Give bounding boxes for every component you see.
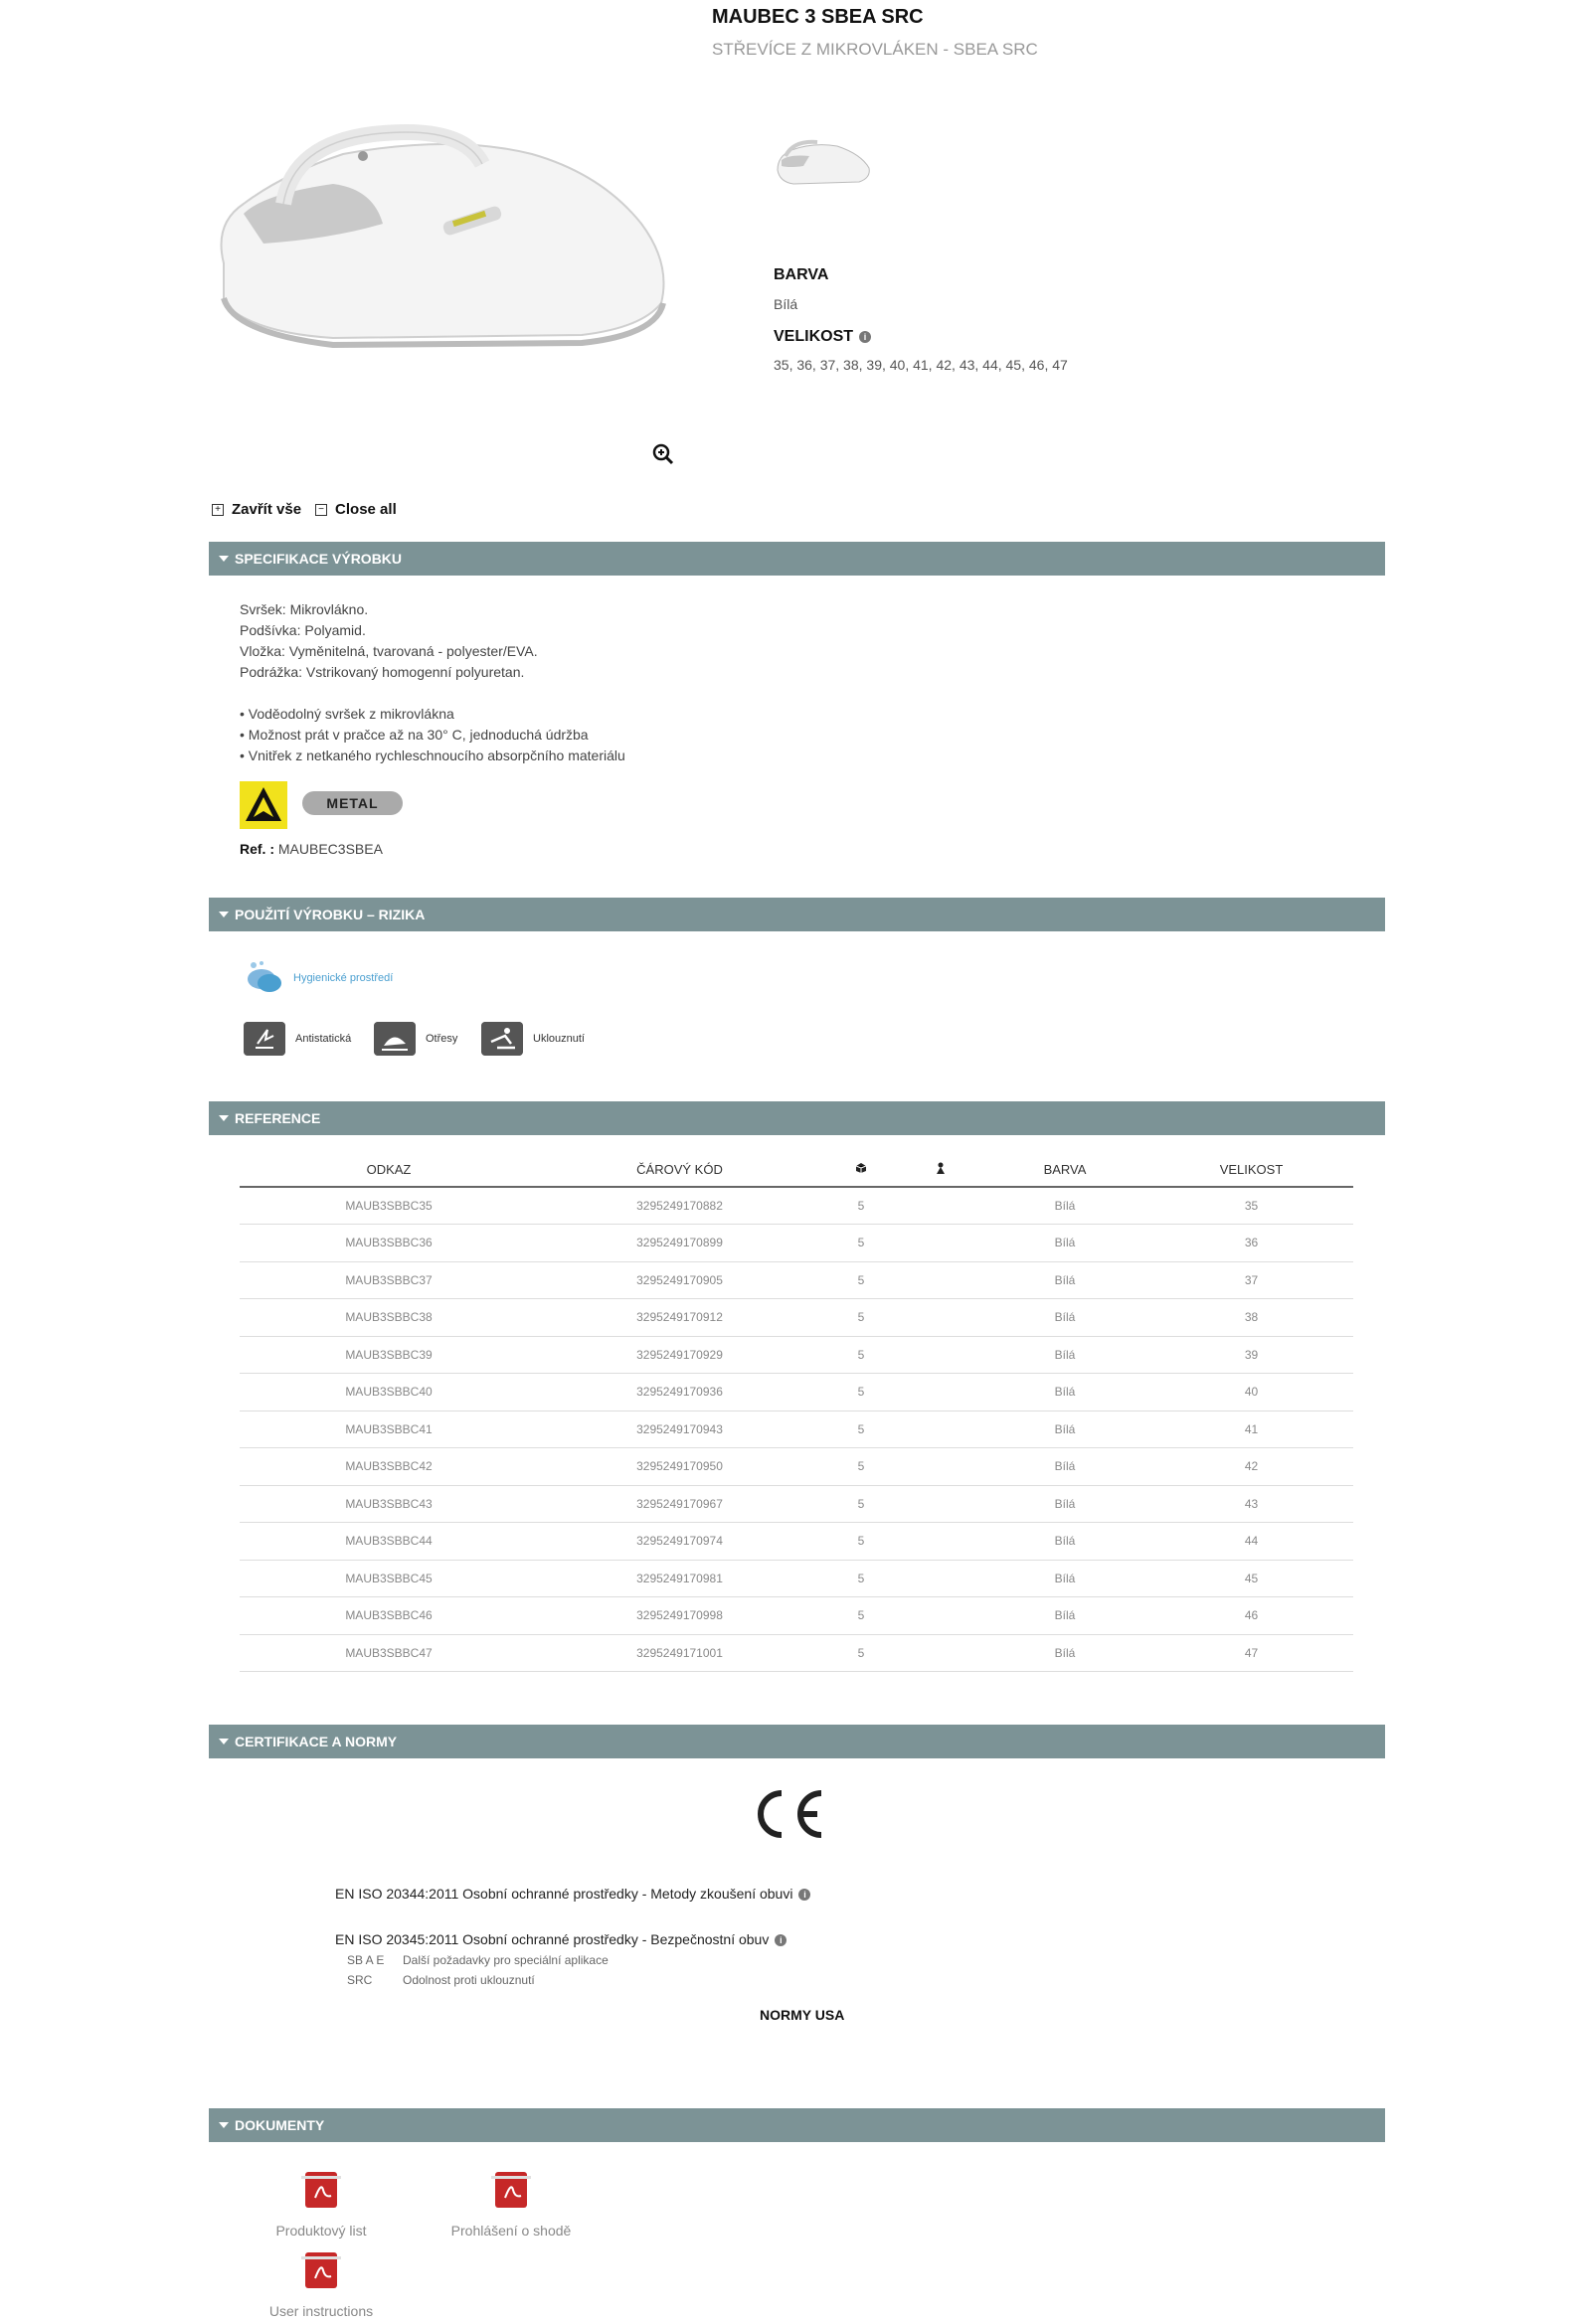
section-header-reference[interactable]	[209, 1101, 1385, 1135]
table-cell: MAUB3SBBC37	[240, 1261, 538, 1299]
spec-bullet: • Vnitřek z netkaného rychleschnoucího absorpčního materiálu	[240, 747, 625, 763]
pdf-icon	[299, 2170, 343, 2212]
table-cell: Bílá	[980, 1187, 1149, 1225]
table-cell: MAUB3SBBC46	[240, 1597, 538, 1635]
table-row	[240, 1448, 1353, 1486]
document-label: User instructions	[268, 2303, 374, 2319]
table-cell: 3295249170967	[538, 1485, 821, 1523]
pdf-icon	[299, 2250, 343, 2292]
section-header-cert[interactable]	[209, 1725, 1385, 1758]
caret-down-icon	[219, 2122, 229, 2128]
product-subtitle: STŘEVÍCE Z MIKROVLÁKEN - SBEA SRC	[712, 40, 1038, 59]
toggle-controls	[212, 501, 397, 518]
table-cell: Bílá	[980, 1261, 1149, 1299]
info-icon[interactable]: i	[798, 1889, 810, 1901]
box-icon	[855, 1162, 867, 1174]
table-row	[240, 1187, 1353, 1225]
table-cell	[901, 1485, 980, 1523]
table-cell: 41	[1149, 1411, 1353, 1448]
spec-line: Vložka: Vyměnitelná, tvarovaná - polyester/EVA.	[240, 643, 538, 659]
table-cell: 5	[821, 1299, 901, 1337]
table-cell: 5	[821, 1597, 901, 1635]
table-cell: 43	[1149, 1485, 1353, 1523]
table-cell: 36	[1149, 1225, 1353, 1262]
risk-item	[244, 1022, 351, 1056]
table-cell: 3295249170998	[538, 1597, 821, 1635]
table-cell: 42	[1149, 1448, 1353, 1486]
table-row	[240, 1374, 1353, 1411]
col-header-box	[821, 1153, 901, 1187]
table-cell: 5	[821, 1187, 901, 1225]
person-icon	[936, 1162, 946, 1174]
table-cell: MAUB3SBBC41	[240, 1411, 538, 1448]
document-link[interactable]	[242, 2250, 401, 2319]
caret-down-icon	[219, 556, 229, 562]
size-label: VELIKOST	[774, 328, 854, 345]
risk-item	[481, 1022, 585, 1056]
table-cell: 38	[1149, 1299, 1353, 1337]
table-row	[240, 1560, 1353, 1597]
size-label-wrap	[774, 328, 871, 346]
table-cell: Bílá	[980, 1225, 1149, 1262]
col-header: ODKAZ	[240, 1153, 538, 1187]
document-label: Produktový list	[275, 2223, 367, 2239]
section-title: POUŽITÍ VÝROBKU – RIZIKA	[235, 907, 426, 922]
spec-text	[240, 599, 625, 766]
table-cell: 46	[1149, 1597, 1353, 1635]
hands-washing-icon	[244, 959, 285, 997]
table-cell: 3295249170912	[538, 1299, 821, 1337]
table-row	[240, 1485, 1353, 1523]
table-cell: 5	[821, 1336, 901, 1374]
table-cell	[901, 1299, 980, 1337]
table-cell: MAUB3SBBC44	[240, 1523, 538, 1561]
color-label: BARVA	[774, 266, 829, 283]
table-row	[240, 1411, 1353, 1448]
table-cell	[901, 1448, 980, 1486]
info-icon[interactable]: i	[775, 1934, 786, 1946]
risk-label: Antistatická	[295, 1033, 352, 1045]
table-cell: 3295249170943	[538, 1411, 821, 1448]
col-header: BARVA	[980, 1153, 1149, 1187]
table-cell: 3295249170882	[538, 1187, 821, 1225]
product-image[interactable]	[204, 114, 691, 373]
table-row	[240, 1225, 1353, 1262]
slip-icon	[481, 1022, 523, 1056]
table-cell	[901, 1560, 980, 1597]
table-cell: 5	[821, 1261, 901, 1299]
close-all-link[interactable]: Close all	[335, 501, 397, 518]
table-cell: 5	[821, 1374, 901, 1411]
table-cell: 5	[821, 1523, 901, 1561]
risk-item	[374, 1022, 457, 1056]
norm-code: SRC	[347, 1973, 373, 1987]
table-cell	[901, 1523, 980, 1561]
caret-down-icon	[219, 1115, 229, 1121]
environment-label: Hygienické prostředí	[293, 972, 394, 984]
caret-down-icon	[219, 912, 229, 917]
section-title: SPECIFIKACE VÝROBKU	[235, 551, 403, 567]
table-cell: 39	[1149, 1336, 1353, 1374]
table-cell: 5	[821, 1448, 901, 1486]
table-cell: MAUB3SBBC39	[240, 1336, 538, 1374]
table-row	[240, 1597, 1353, 1635]
antistatic-icon	[244, 1022, 285, 1056]
table-cell: 3295249170950	[538, 1448, 821, 1486]
spec-bullet: • Voděodolný svršek z mikrovlákna	[240, 706, 454, 722]
section-header-usage[interactable]	[209, 898, 1385, 931]
norm-item	[335, 1931, 786, 1947]
reference-table	[240, 1153, 1353, 1672]
document-label: Prohlášení o shodě	[450, 2223, 572, 2239]
col-header: ČÁROVÝ KÓD	[538, 1153, 821, 1187]
environment-item	[244, 959, 393, 997]
section-header-docs[interactable]	[209, 2108, 1385, 2142]
section-title: CERTIFIKACE A NORMY	[235, 1734, 398, 1749]
table-cell: MAUB3SBBC43	[240, 1485, 538, 1523]
table-cell	[901, 1261, 980, 1299]
norm-code: SB A E	[347, 1953, 385, 1967]
table-cell: Bílá	[980, 1597, 1149, 1635]
col-header: VELIKOST	[1149, 1153, 1353, 1187]
table-cell: MAUB3SBBC42	[240, 1448, 538, 1486]
table-cell: 3295249171001	[538, 1634, 821, 1672]
color-value: Bílá	[774, 296, 798, 312]
open-all-link[interactable]: Zavřít vše	[232, 501, 302, 518]
table-cell: Bílá	[980, 1299, 1149, 1337]
table-header-row	[240, 1153, 1353, 1187]
table-cell: MAUB3SBBC38	[240, 1299, 538, 1337]
table-row	[240, 1261, 1353, 1299]
table-row	[240, 1634, 1353, 1672]
product-title: MAUBEC 3 SBEA SRC	[712, 6, 924, 28]
table-row	[240, 1523, 1353, 1561]
table-cell	[901, 1374, 980, 1411]
spec-line: Svršek: Mikrovlákno.	[240, 601, 369, 617]
table-cell: 3295249170936	[538, 1374, 821, 1411]
shock-icon	[374, 1022, 416, 1056]
table-cell: 3295249170905	[538, 1261, 821, 1299]
table-cell	[901, 1634, 980, 1672]
ref-value: MAUBEC3SBEA	[277, 841, 383, 857]
document-link[interactable]	[242, 2170, 401, 2239]
zoom-icon[interactable]	[651, 442, 675, 466]
pdf-icon	[489, 2170, 533, 2212]
norm-item	[335, 1886, 810, 1902]
info-icon[interactable]: i	[859, 331, 871, 343]
table-cell: Bílá	[980, 1560, 1149, 1597]
size-value: 35, 36, 37, 38, 39, 40, 41, 42, 43, 44, 45, 46, 47	[774, 357, 1068, 373]
ref-label: Ref. :	[240, 841, 274, 857]
table-cell: 5	[821, 1411, 901, 1448]
risk-label: Uklouznutí	[533, 1033, 585, 1045]
col-header-person	[901, 1153, 980, 1187]
table-cell: 3295249170974	[538, 1523, 821, 1561]
table-cell: Bílá	[980, 1374, 1149, 1411]
table-cell: 5	[821, 1225, 901, 1262]
collapse-icon[interactable]: −	[315, 504, 327, 516]
table-cell: 5	[821, 1634, 901, 1672]
usa-norms-link[interactable]: NORMY USA	[760, 2007, 845, 2023]
metal-badge: METAL	[302, 791, 403, 815]
table-cell	[901, 1411, 980, 1448]
product-thumbnail[interactable]	[774, 134, 875, 194]
table-cell: 47	[1149, 1634, 1353, 1672]
section-title: REFERENCE	[235, 1110, 321, 1126]
table-cell: MAUB3SBBC45	[240, 1560, 538, 1597]
table-cell: Bílá	[980, 1411, 1149, 1448]
table-cell	[901, 1336, 980, 1374]
table-cell: MAUB3SBBC47	[240, 1634, 538, 1672]
table-cell: 5	[821, 1485, 901, 1523]
document-link[interactable]	[432, 2170, 591, 2239]
table-cell: Bílá	[980, 1448, 1149, 1486]
table-cell: MAUB3SBBC36	[240, 1225, 538, 1262]
table-cell: 3295249170899	[538, 1225, 821, 1262]
table-cell: MAUB3SBBC40	[240, 1374, 538, 1411]
expand-icon[interactable]: +	[212, 504, 224, 516]
table-cell	[901, 1225, 980, 1262]
table-cell: Bílá	[980, 1485, 1149, 1523]
table-row	[240, 1336, 1353, 1374]
table-cell	[901, 1187, 980, 1225]
table-cell: 44	[1149, 1523, 1353, 1561]
section-header-spec[interactable]	[209, 542, 1385, 576]
table-cell: 37	[1149, 1261, 1353, 1299]
table-cell	[901, 1597, 980, 1635]
table-cell: 3295249170981	[538, 1560, 821, 1597]
spec-line: Podšívka: Polyamid.	[240, 622, 366, 638]
norm-desc: Odolnost proti uklouznutí	[403, 1973, 535, 1987]
table-cell: MAUB3SBBC35	[240, 1187, 538, 1225]
norm-text: EN ISO 20344:2011 Osobní ochranné prostředky - Metody zkoušení obuvi	[335, 1886, 793, 1902]
table-cell: Bílá	[980, 1634, 1149, 1672]
table-cell: 45	[1149, 1560, 1353, 1597]
table-cell: Bílá	[980, 1523, 1149, 1561]
spec-line: Podrážka: Vstrikovaný homogenní polyuretan.	[240, 664, 525, 680]
table-cell: 5	[821, 1560, 901, 1597]
norm-desc: Další požadavky pro speciální aplikace	[403, 1953, 609, 1967]
reference	[240, 841, 383, 857]
section-title: DOKUMENTY	[235, 2117, 325, 2133]
table-cell: 35	[1149, 1187, 1353, 1225]
delta-plus-logo-icon	[240, 781, 287, 829]
table-cell: Bílá	[980, 1336, 1149, 1374]
ce-mark-icon	[752, 1785, 827, 1843]
table-row	[240, 1299, 1353, 1337]
risk-label: Otřesy	[426, 1033, 458, 1045]
norm-text: EN ISO 20345:2011 Osobní ochranné prostředky - Bezpečnostní obuv	[335, 1931, 770, 1947]
table-cell: 40	[1149, 1374, 1353, 1411]
table-cell: 3295249170929	[538, 1336, 821, 1374]
spec-bullet: • Možnost prát v pračce až na 30° C, jednoduchá údržba	[240, 727, 589, 743]
caret-down-icon	[219, 1739, 229, 1744]
